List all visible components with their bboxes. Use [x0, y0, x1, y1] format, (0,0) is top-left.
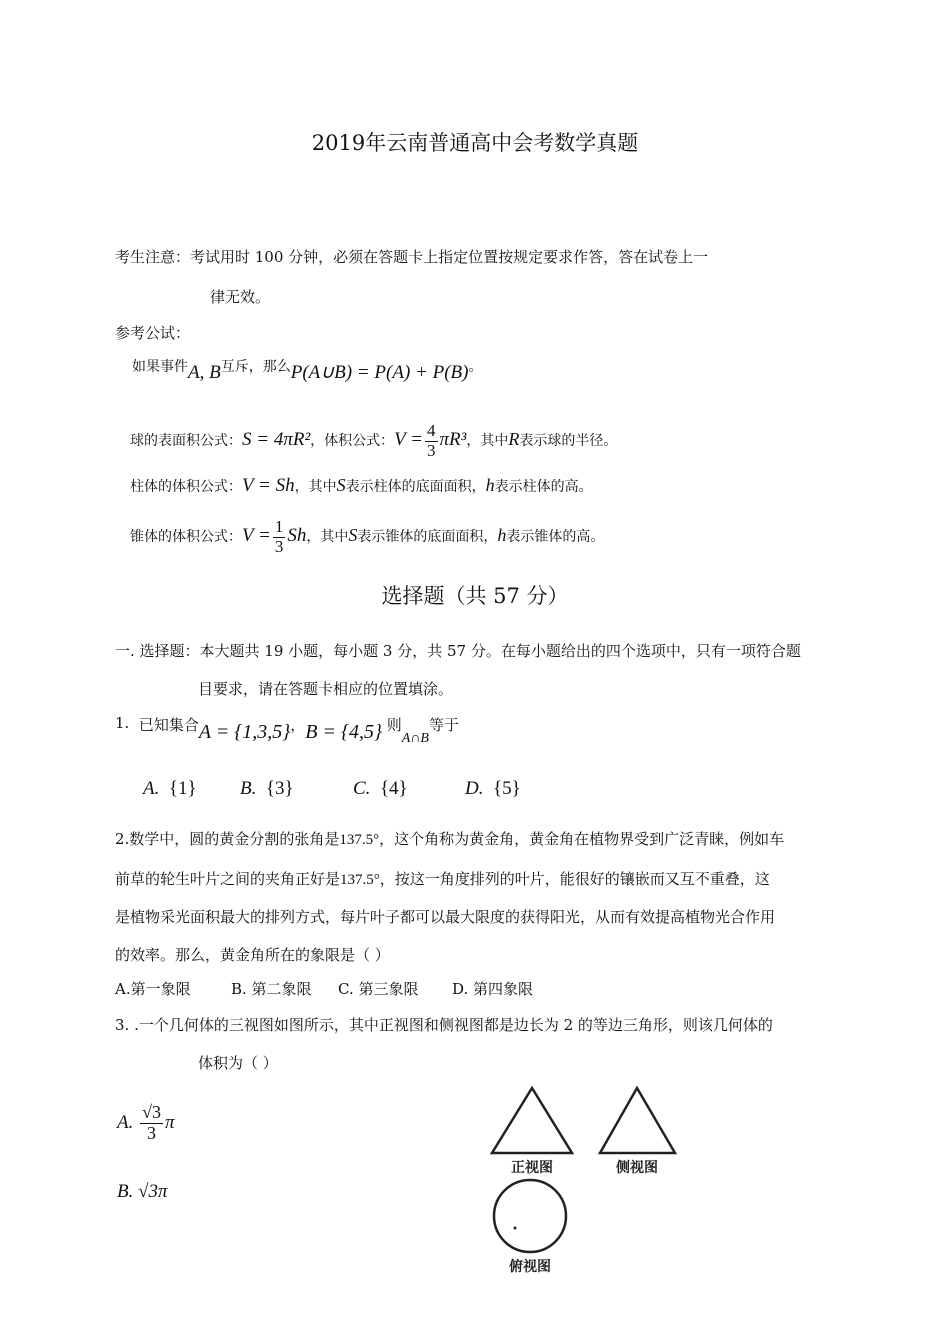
- q3-option-b[interactable]: B. √3π: [117, 1181, 168, 1202]
- top-view-circle: [494, 1180, 566, 1252]
- notice-line-2: 律无效。: [210, 288, 271, 306]
- question-1: 1. 已知集合A = {1,3,5}，B = {4,5} 则A∩B等于: [115, 714, 459, 746]
- formula-cone: 锥体的体积公式：V = $\frac{1}{3}$ Sh，其中S表示锥体的底面面积，h表示锥体的高。: [130, 516, 605, 556]
- fraction-one-third: $\frac{1}{3}$: [274, 516, 284, 556]
- side-view-triangle: [600, 1088, 675, 1153]
- q2-line-4: 的效率。那么，黄金角所在的象限是（ ）: [115, 946, 390, 964]
- formula-sphere: 球的表面积公式：S = 4πR²，体积公式：V = $\frac{4}{3}$ πR³，其中R表示球的半径。: [130, 420, 618, 460]
- formula-events: 如果事件A, B互斥，那么P(A∪B) = P(A) + P(B)。: [132, 359, 483, 383]
- q2-line-2: 前草的轮生叶片之间的夹角正好是137.5°，按这一角度排列的叶片，能很好的镶嵌而又互不重叠，这: [115, 870, 770, 888]
- q3-line-2: 体积为（ ）: [198, 1054, 278, 1072]
- section-intro-line-1: 一. 选择题：本大题共 19 小题，每小题 3 分，共 57 分。在每小题给出的四个选项中，只有一项符合题: [115, 642, 801, 660]
- q1-option-a[interactable]: A. {1}: [143, 778, 197, 799]
- page-title: 2019年云南普通高中会考数学真题: [311, 131, 639, 155]
- fraction-sqrt3-over-3: $\frac{√3}{3}$: [142, 1102, 161, 1144]
- notice-line-1: 考生注意：考试用时 100 分钟，必须在答题卡上指定位置按规定要求作答，答在试卷上一: [115, 248, 709, 266]
- q2-line-1: 2.数学中，圆的黄金分割的张角是137.5°，这个角称为黄金角，黄金角在植物界受到广泛青睐，例如车: [115, 830, 785, 848]
- q1-option-c[interactable]: C. {4}: [353, 778, 408, 799]
- q2-option-d[interactable]: D. 第四象限: [452, 980, 534, 998]
- section-title: 选择题（共 57 分）: [381, 584, 569, 608]
- q3-line-1: 3. .一个几何体的三视图如图所示，其中正视图和侧视图都是边长为 2 的等边三角形，则该几何体的: [115, 1016, 773, 1034]
- formula-heading: 参考公试：: [115, 324, 191, 342]
- section-intro-line-2: 目要求，请在答题卡相应的位置填涂。: [198, 680, 454, 698]
- q2-option-c[interactable]: C. 第三象限: [338, 980, 419, 998]
- three-view-figure: [480, 1080, 700, 1280]
- side-view-label: 侧视图: [616, 1160, 658, 1176]
- q2-option-b[interactable]: B. 第二象限: [231, 980, 312, 998]
- q3-option-a[interactable]: A. $\frac{√3}{3}$ π: [117, 1102, 175, 1144]
- fraction-four-thirds: $\frac{4}{3}$: [427, 420, 436, 460]
- q1-option-d[interactable]: D. {5}: [465, 778, 521, 799]
- q2-option-a[interactable]: A.第一象限: [115, 980, 191, 998]
- q2-line-3: 是植物采光面积最大的排列方式，每片叶子都可以最大限度的获得阳光，从而有效提高植物光合作用: [115, 908, 776, 926]
- center-dot: [514, 1227, 517, 1230]
- q1-option-b[interactable]: B. {3}: [240, 778, 294, 799]
- formula-prism: 柱体的体积公式：V = Sh，其中S表示柱体的底面面积，h表示柱体的高。: [130, 475, 593, 496]
- front-view-label: 正视图: [511, 1160, 553, 1176]
- top-view-label: 俯视图: [509, 1259, 551, 1275]
- front-view-triangle: [492, 1088, 572, 1153]
